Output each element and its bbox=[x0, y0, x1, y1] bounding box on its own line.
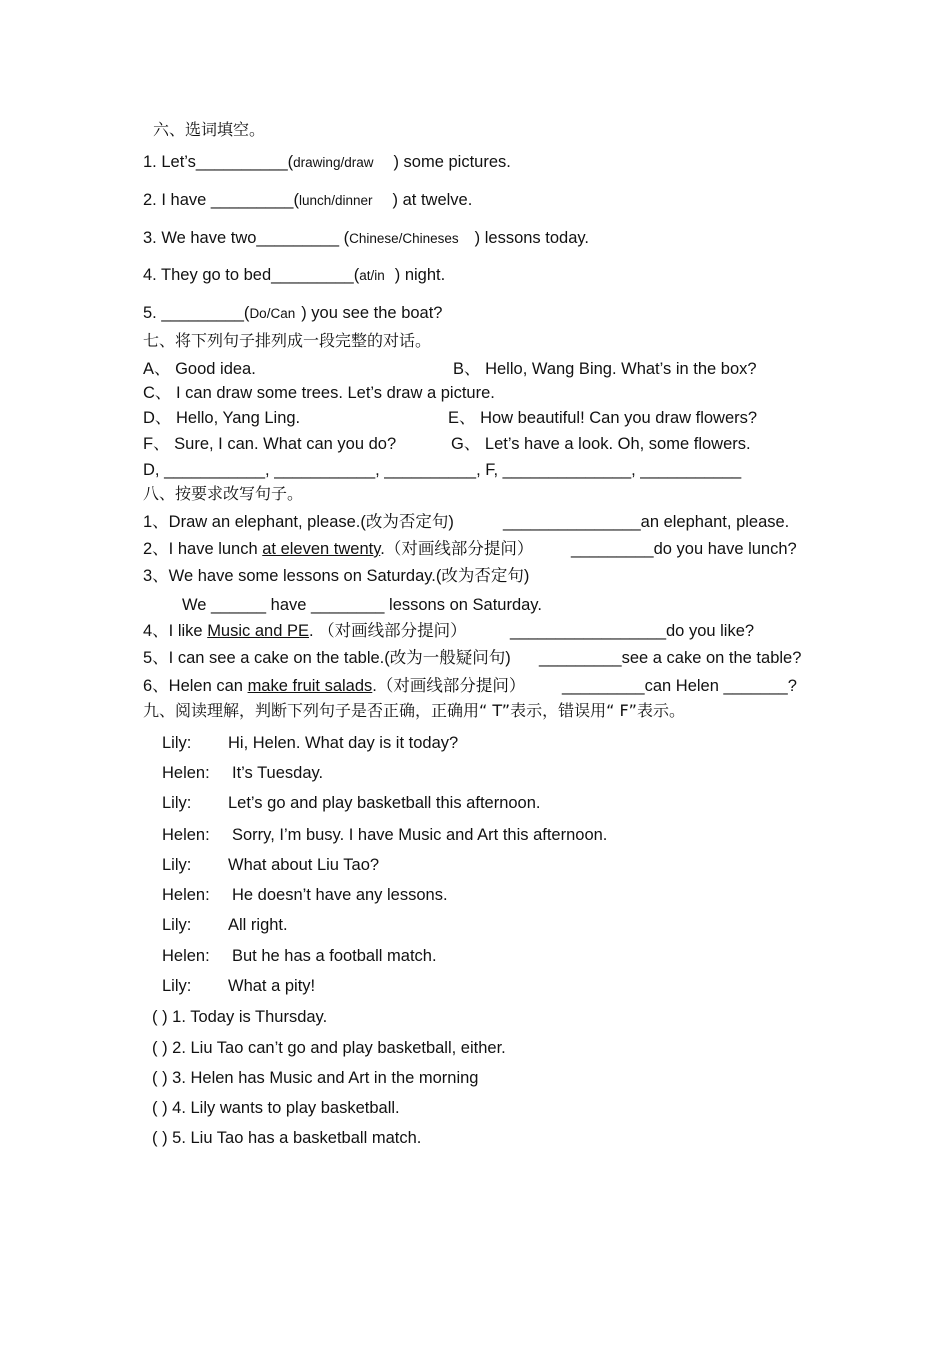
rewrite-q6-answer: _________can Helen _______? bbox=[562, 677, 797, 695]
dialogue-speaker: Lily: bbox=[162, 794, 192, 812]
dialogue-line: What about Liu Tao? bbox=[228, 856, 380, 874]
rewrite-q2-underlined: at eleven twenty bbox=[262, 540, 381, 558]
section8-heading: 八、按要求改写句子。 bbox=[143, 484, 304, 503]
dialogue-speaker: Helen: bbox=[162, 764, 210, 782]
rewrite-q6 bbox=[143, 676, 525, 696]
dialogue-option-a: A、 Good idea. bbox=[143, 360, 256, 378]
fill-item-1-options: drawing/draw bbox=[293, 155, 374, 170]
fill-item-4-options: at/in bbox=[359, 268, 385, 283]
fill-item-1 bbox=[143, 152, 511, 173]
rewrite-q5-answer: _________see a cake on the table? bbox=[539, 649, 802, 667]
fill-item-4 bbox=[143, 265, 445, 286]
fill-item-2 bbox=[143, 190, 472, 211]
rewrite-q6-underlined: make fruit salads bbox=[247, 677, 373, 695]
rewrite-q1: 1、Draw an elephant, please.(改为否定句) bbox=[143, 513, 454, 531]
dialogue-speaker: Lily: bbox=[162, 916, 192, 934]
rewrite-q4-suffix: . （对画线部分提问） bbox=[308, 622, 467, 640]
fill-item-3 bbox=[143, 228, 589, 249]
dialogue-line: Let’s go and play basketball this afternoon. bbox=[228, 794, 541, 812]
rewrite-q5: 5、I can see a cake on the table.(改为一般疑问句) bbox=[143, 649, 511, 667]
dialogue-speaker: Lily: bbox=[162, 856, 192, 874]
dialogue-speaker: Lily: bbox=[162, 977, 192, 995]
fill-item-4-suffix: ) night. bbox=[394, 266, 446, 284]
fill-item-2-suffix: ) at twelve. bbox=[392, 191, 473, 209]
dialogue-option-c: C、 I can draw some trees. Let’s draw a picture. bbox=[143, 384, 495, 402]
fill-item-5-suffix: ) you see the boat? bbox=[301, 304, 443, 322]
dialogue-option-d: D、 Hello, Yang Ling. bbox=[143, 409, 301, 427]
tf-statement-2: ( ) 2. Liu Tao can’t go and play basketball, either. bbox=[152, 1039, 506, 1057]
dialogue-line: Hi, Helen. What day is it today? bbox=[228, 734, 459, 752]
fill-item-2-options: lunch/dinner bbox=[298, 193, 373, 208]
rewrite-q3-answer: We ______ have ________ lessons on Saturday. bbox=[182, 596, 542, 614]
rewrite-q4 bbox=[143, 621, 467, 641]
fill-item-5-prefix: 5. _________( bbox=[143, 304, 250, 322]
dialogue-line: He doesn’t have any lessons. bbox=[232, 886, 448, 904]
tf-statement-4: ( ) 4. Lily wants to play basketball. bbox=[152, 1099, 400, 1117]
fill-item-5-options: Do/Can bbox=[249, 306, 296, 321]
dialogue-speaker: Lily: bbox=[162, 734, 192, 752]
rewrite-q2-suffix: .（对画线部分提问） bbox=[380, 540, 534, 558]
dialogue-speaker: Helen: bbox=[162, 886, 210, 904]
section9-heading: 九、阅读理解，判断下列句子是否正确，正确用“ T”表示，错误用“ F”表示。 bbox=[143, 701, 685, 720]
fill-item-3-prefix: 3. We have two_________ ( bbox=[143, 229, 350, 247]
section7-heading: 七、将下列句子排列成一段完整的对话。 bbox=[143, 331, 432, 350]
rewrite-q3: 3、We have some lessons on Saturday.(改为否定句) bbox=[143, 567, 530, 585]
fill-item-2-prefix: 2. I have _________( bbox=[143, 191, 299, 209]
dialogue-option-e: E、 How beautiful! Can you draw flowers? bbox=[448, 409, 758, 427]
fill-item-4-prefix: 4. They go to bed_________( bbox=[143, 266, 360, 284]
fill-item-1-prefix: 1. Let’s__________( bbox=[143, 153, 294, 171]
rewrite-q4-underlined: Music and PE bbox=[207, 622, 309, 640]
rewrite-q1-answer: _______________an elephant, please. bbox=[503, 513, 790, 531]
fill-item-3-suffix: ) lessons today. bbox=[474, 229, 589, 247]
rewrite-q6-suffix: .（对画线部分提问） bbox=[372, 677, 526, 695]
dialogue-line: What a pity! bbox=[228, 977, 316, 995]
rewrite-q2 bbox=[143, 539, 533, 559]
section6-heading: 六、选词填空。 bbox=[153, 120, 266, 139]
fill-item-3-options: Chinese/Chineses bbox=[349, 231, 459, 246]
dialogue-option-g: G、 Let’s have a look. Oh, some flowers. bbox=[451, 435, 751, 453]
rewrite-q4-answer: _________________do you like? bbox=[510, 622, 755, 640]
tf-statement-1: ( ) 1. Today is Thursday. bbox=[152, 1008, 328, 1026]
dialogue-option-b: B、 Hello, Wang Bing. What’s in the box? bbox=[453, 360, 757, 378]
dialogue-option-f: F、 Sure, I can. What can you do? bbox=[143, 435, 397, 453]
dialogue-line: But he has a football match. bbox=[232, 947, 437, 965]
dialogue-line: Sorry, I’m busy. I have Music and Art this afternoon. bbox=[232, 826, 608, 844]
tf-statement-5: ( ) 5. Liu Tao has a basketball match. bbox=[152, 1129, 422, 1147]
fill-item-5 bbox=[143, 303, 442, 324]
dialogue-speaker: Helen: bbox=[162, 826, 210, 844]
dialogue-line: All right. bbox=[228, 916, 288, 934]
dialogue-line: It’s Tuesday. bbox=[232, 764, 324, 782]
tf-statement-3: ( ) 3. Helen has Music and Art in the morning bbox=[152, 1069, 479, 1087]
dialogue-speaker: Helen: bbox=[162, 947, 210, 965]
rewrite-q2-prefix: 2、I have lunch bbox=[143, 540, 263, 558]
rewrite-q2-answer: _________do you have lunch? bbox=[571, 540, 797, 558]
rewrite-q6-prefix: 6、Helen can bbox=[143, 677, 248, 695]
rewrite-q4-prefix: 4、I like bbox=[143, 622, 208, 640]
order-answer-line: D, ___________, ___________, __________, F, ______________, ___________ bbox=[143, 461, 742, 479]
fill-item-1-suffix: ) some pictures. bbox=[393, 153, 511, 171]
